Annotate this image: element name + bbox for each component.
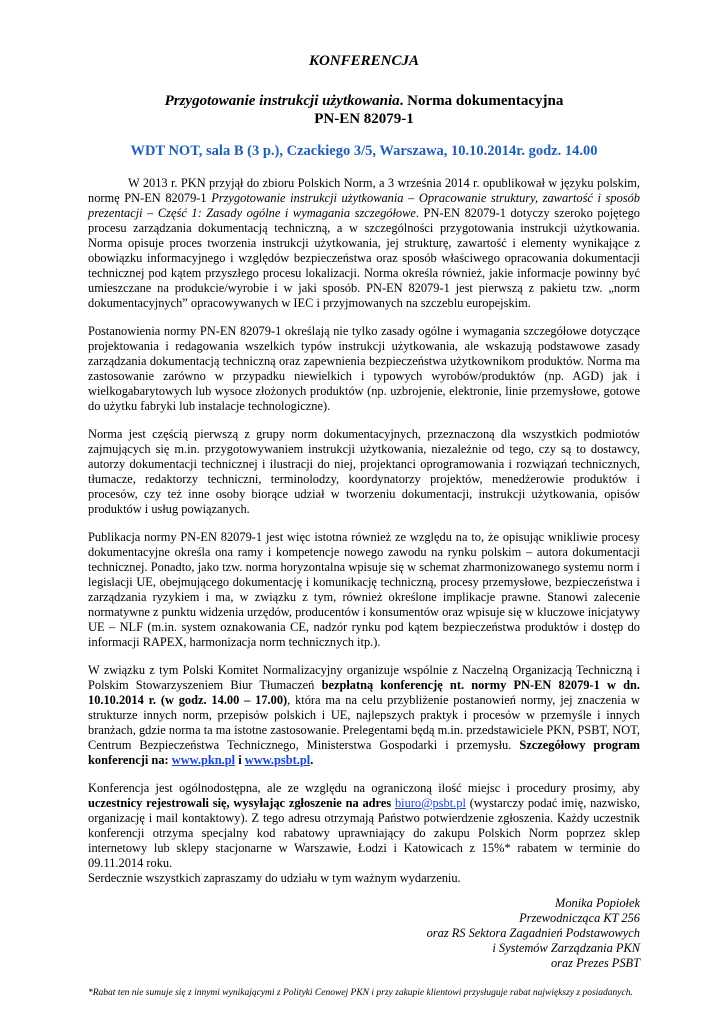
document-title: KONFERENCJA: [308, 53, 420, 69]
document-subtitle-line2: PN-EN 82079-1: [314, 111, 414, 127]
signature-name: Monika Popiołek: [555, 896, 640, 910]
p5-a: W związku z tym Polski Komitet Normalizacyjny organizuje wspólnie z Naczelną Organizacją Techniczną i Polskim Stowarzyszeniem Biur Tłumaczeń: [88, 663, 640, 692]
p5-b: , która ma na celu przybliżenie postanowień normy, jej znaczenia w strukturze innych norm, przepisów polskich i UE, najlepszych praktyk i procesów w przemyśle i innych branżach, gdzie norma ta ma istotne zastosowanie. Prelegentami będą m.in. przedstawiciele PKN, PSBT, NOT, Centrum Bezpieczeństwa Technicznego, Ministerstwa Gospodarki i przemysłu.: [88, 693, 641, 752]
document-subtitle: [88, 92, 640, 110]
paragraph-conference: [88, 663, 640, 768]
p5-end: .: [310, 753, 314, 767]
paragraph-significance: Publikacja normy PN-EN 82079-1 jest więc istotna również ze względu na to, że opisując wnikliwie procesy dokumentacyjne określa ona ramy i kompetencje nowego zawodu na rynku polskim – autora dokumentacji technicznej. Ponadto, jako tzw. norma horyzontalna wpisuje się w schemat zharmonizowanego systemu norm i legislacji UE, obejmującego dokumentację i komunikację techniczną, procesy przemysłowe, bezpieczeństwa i zarządzania ryzykiem i ma, w związku z tym, również określone implikacje prawne. Stanowi zalecenie normatywne z punktu widzenia urzędów, producentów i konsumentów oraz wpisuje się w kluczowe inicjatywy UE – NLF (m.in. system oznakowania CE, nadzór rynku pod kątem bezpieczeństwa produktów i dostęp do informacji RAPEX, harmonizacja norm technicznych itp.).: [88, 530, 640, 649]
signature-line4: oraz Prezes PSBT: [550, 956, 640, 970]
paragraph-audience: Norma jest częścią pierwszą z grupy norm dokumentacyjnych, przeznaczoną dla wszystkich podmiotów zajmujących się m.in. przygotowywaniem instrukcji użytkowania, niezależnie od tego, czy są to dostawcy, autorzy dokumentacji technicznej i ilustracji do niej, projektanci oprogramowania i rozwiązań technicznych, tłumacze, redaktorzy techniczni, terminolodzy, koordynatorzy projektów, menedżerowie produktów i procesów, czy też inne osoby biorące udział w tworzeniu dokumentacji, instrukcji użytkowania, opisów produktów i usług powiązanych.: [88, 427, 640, 516]
p6-b: (wystarczy podać imię, nazwisko, organizację i mail kontaktowy). Z tego adresu otrzymają Państwo potwierdzenie zgłoszenia. Każdy uczestnik konferencji otrzyma specjalny kod rabatowy uprawniający do zakupu Polskich Norm poprzez sklep internetowy lub sklepy stacjonarne w Warszawie, Łodzi i Katowicach z 15%* rabatem w terminie do 09.11.2014 roku.: [88, 796, 640, 870]
p6-a: Konferencja jest ogólnodostępna, ale ze względu na ograniczoną ilość miejsc i procedury prosimy, aby: [88, 781, 640, 795]
signature-line1: Przewodnicząca KT 256: [519, 911, 640, 925]
paragraph-registration: [88, 781, 640, 871]
conference-date-bold: bezpłatną konferencję nt. normy PN-EN 82079-1 w dn. 10.10.2014 r. (w godz. 14.00 – 17.00): [88, 678, 640, 707]
paragraph-intro: [88, 176, 640, 311]
program-label-bold: Szczegółowy program konferencji na:: [88, 738, 640, 767]
signature-line2: oraz RS Sektora Zagadnień Podstawowych: [426, 926, 640, 940]
p1-b: . PN-EN 82079-1 dotyczy szeroko pojętego procesu zarządzania dokumentacją techniczną, a w szczególności przygotowania instrukcji użytkowania. Norma opisuje proces tworzenia instrukcji użytkowania, jej strukturę, zawartość i elementy wynikające z obowiązku informacyjnego i względów bezpieczeństwa oraz sposób właściwego opracowania dokumentacji technicznej pod kątem przyszłego procesu lokalizacji. Norma określa również, jakie informacje powinny być umieszczane na produkcie/wyrobie i w jaki sposób. PN-EN 82079-1 jest pierwszą z pakietu tzw. „norm dokumentacyjnych” opracowywanych w IEC i przyjmowanych na szczeblu europejskim.: [88, 206, 641, 310]
p1-a: W 2013 r. PKN przyjął do zbioru Polskich Norm, a 3 września 2014 r. opublikował w języku polskim, normę PN-EN 82079-1: [88, 176, 640, 205]
subtitle-italic: Przygotowanie instrukcji użytkowania: [164, 93, 400, 109]
psbt-link[interactable]: www.psbt.pl: [244, 753, 311, 767]
venue-line: WDT NOT, sala B (3 p.), Czackiego 3/5, Warszawa, 10.10.2014r. godz. 14.00: [130, 143, 598, 159]
standard-title: Przygotowanie instrukcji użytkowania – Opracowanie struktury, zawartość i sposób prezentacji – Część 1: Zasady ogólne i wymagania szczegółowe: [88, 191, 640, 220]
closing-line: Serdecznie wszystkich zapraszamy do udziału w tym ważnym wydarzeniu.: [88, 871, 461, 885]
pkn-link[interactable]: www.pkn.pl: [171, 753, 236, 767]
paragraph-provisions: Postanowienia normy PN-EN 82079-1 określają nie tylko zasady ogólne i wymagania szczegółowe dotyczące projektowania i redagowania wszelkich typów instrukcji użytkowania, ale wskazują podstawowe zasady zarządzania dokumentacją techniczną oraz zapewnienia bezpieczeństwa użytkownikom produktów. Norma ma zastosowanie zarówno w przypadku niewielkich i typowych wyrobów/produktów (np. AGD) jak i wielkogabarytowych lub wysoce złożonych produktów (np. uzbrojenie, elektronie, linie przemysłowe, gotowe do użytku fabryki lub instalacje technologiczne).: [88, 324, 640, 413]
registration-bold: uczestnicy rejestrowali się, wysyłając zgłoszenie na adres: [88, 796, 395, 810]
email-link[interactable]: biuro@psbt.pl: [394, 796, 466, 810]
signature-block: [88, 896, 640, 971]
signature-line3: i Systemów Zarządzania PKN: [492, 941, 640, 955]
subtitle-rest: . Norma dokumentacyjna: [399, 93, 564, 109]
document-page: [88, 52, 640, 999]
and-text: i: [235, 753, 245, 767]
footnote: *Rabat ten nie sumuje się z innymi wynikającymi z Polityki Cenowej PKN i przy zakupie klientowi przysługuje rabat największy z posiadanych.: [88, 988, 633, 998]
